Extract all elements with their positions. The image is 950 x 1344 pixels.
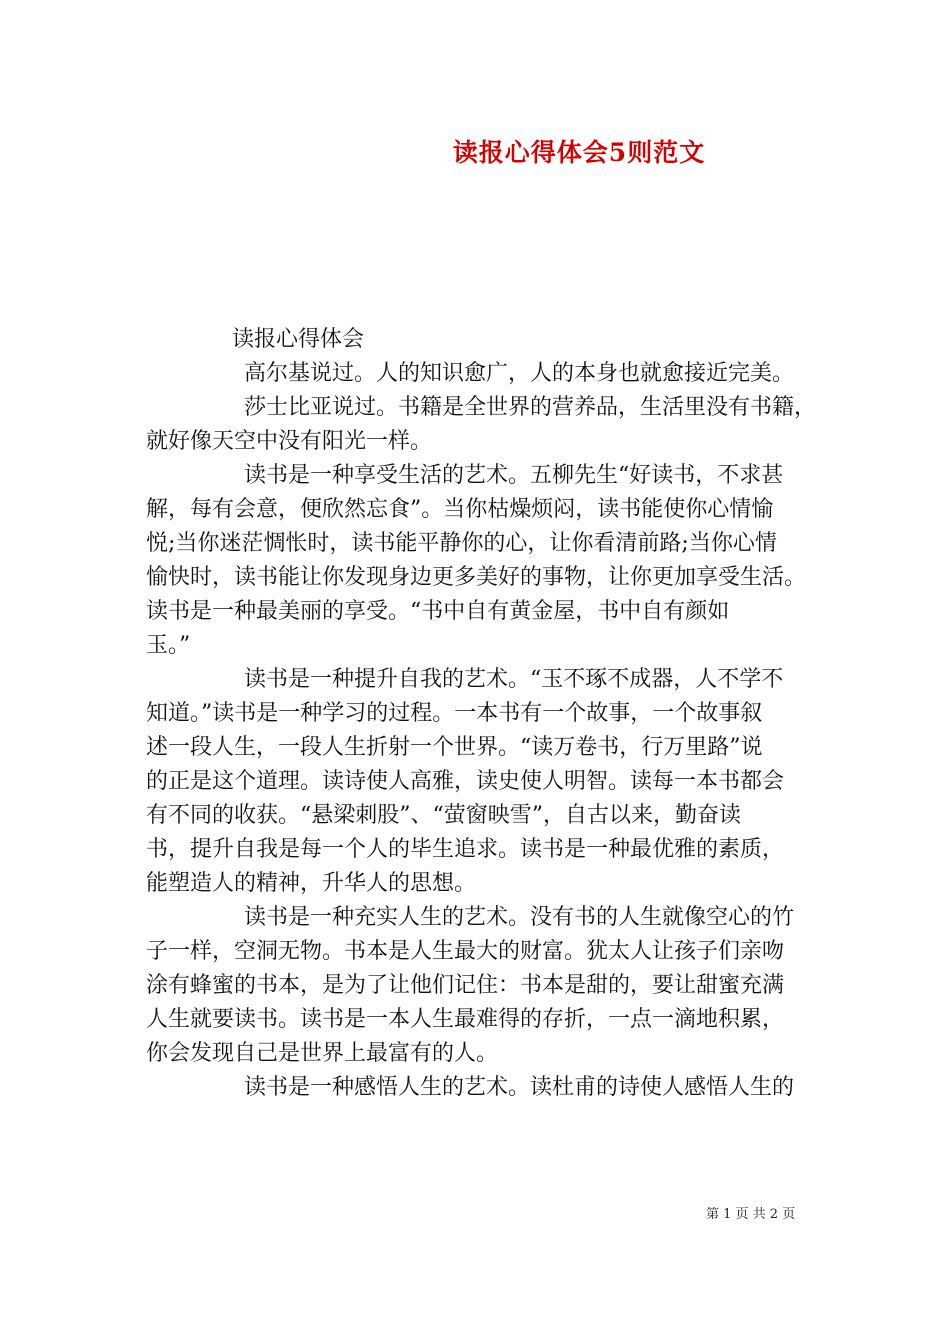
text-line: 的正是这个道理。读诗使人高雅，读史使人明智。读每一本书都会 <box>146 769 785 794</box>
document-title-text: 读报心得体会5则范文 <box>452 138 706 167</box>
page-number: 第 1 页 共 2 页 <box>706 1207 796 1222</box>
text-line: 愉快时，读书能让你发现身边更多美好的事物，让你更加享受生活。 <box>146 565 807 590</box>
text-line: 玉。” <box>146 633 191 658</box>
text-line: 就好像天空中没有阳光一样。 <box>146 429 433 454</box>
text-line: 人生就要读书。读书是一本人生最难得的存折，一点一滴地积累， <box>146 1007 785 1032</box>
section-heading: 读报心得体会 <box>232 327 365 352</box>
text-line: 涂有蜂蜜的书本，是为了让他们记住：书本是甜的，要让甜蜜充满 <box>146 973 785 998</box>
text-line: 读书是一种感悟人生的艺术。读杜甫的诗使人感悟人生的 <box>244 1075 795 1100</box>
text-line: 读书是一种享受生活的艺术。五柳先生“好读书，不求甚 <box>244 463 784 488</box>
text-line: 子一样，空洞无物。书本是人生最大的财富。犹太人让孩子们亲吻 <box>146 939 785 964</box>
text-line: 有不同的收获。“悬梁刺股”、“萤窗映雪”，自古以来，勤奋读 <box>146 803 741 828</box>
text-line: 高尔基说过。人的知识愈广，人的本身也就愈接近完美。 <box>244 361 795 386</box>
text-line: 书，提升自我是每一个人的毕生追求。读书是一种最优雅的素质， <box>146 837 785 862</box>
text-line: 读书是一种充实人生的艺术。没有书的人生就像空心的竹 <box>244 905 795 930</box>
document-body <box>146 323 817 1105</box>
text-line: 悦;当你迷茫惆怅时，读书能平静你的心，让你看清前路;当你心情 <box>146 531 777 556</box>
text-line: 知道。”读书是一种学习的过程。一本书有一个故事，一个故事叙 <box>146 701 763 726</box>
text-line: 读书是一种最美丽的享受。“书中自有黄金屋，书中自有颜如 <box>146 599 730 624</box>
text-line: 述一段人生，一段人生折射一个世界。“读万卷书，行万里路”说 <box>146 735 763 760</box>
text-line: 读书是一种提升自我的艺术。“玉不琢不成器，人不学不 <box>244 667 784 692</box>
document-title <box>0 133 950 169</box>
text-line: 你会发现自己是世界上最富有的人。 <box>146 1041 499 1066</box>
text-line: 莎士比亚说过。书籍是全世界的营养品，生活里没有书籍， <box>244 395 817 420</box>
text-line: 能塑造人的精神，升华人的思想。 <box>146 871 477 896</box>
text-line: 解，每有会意，便欣然忘食”。当你枯燥烦闷，读书能使你心情愉 <box>146 497 774 522</box>
